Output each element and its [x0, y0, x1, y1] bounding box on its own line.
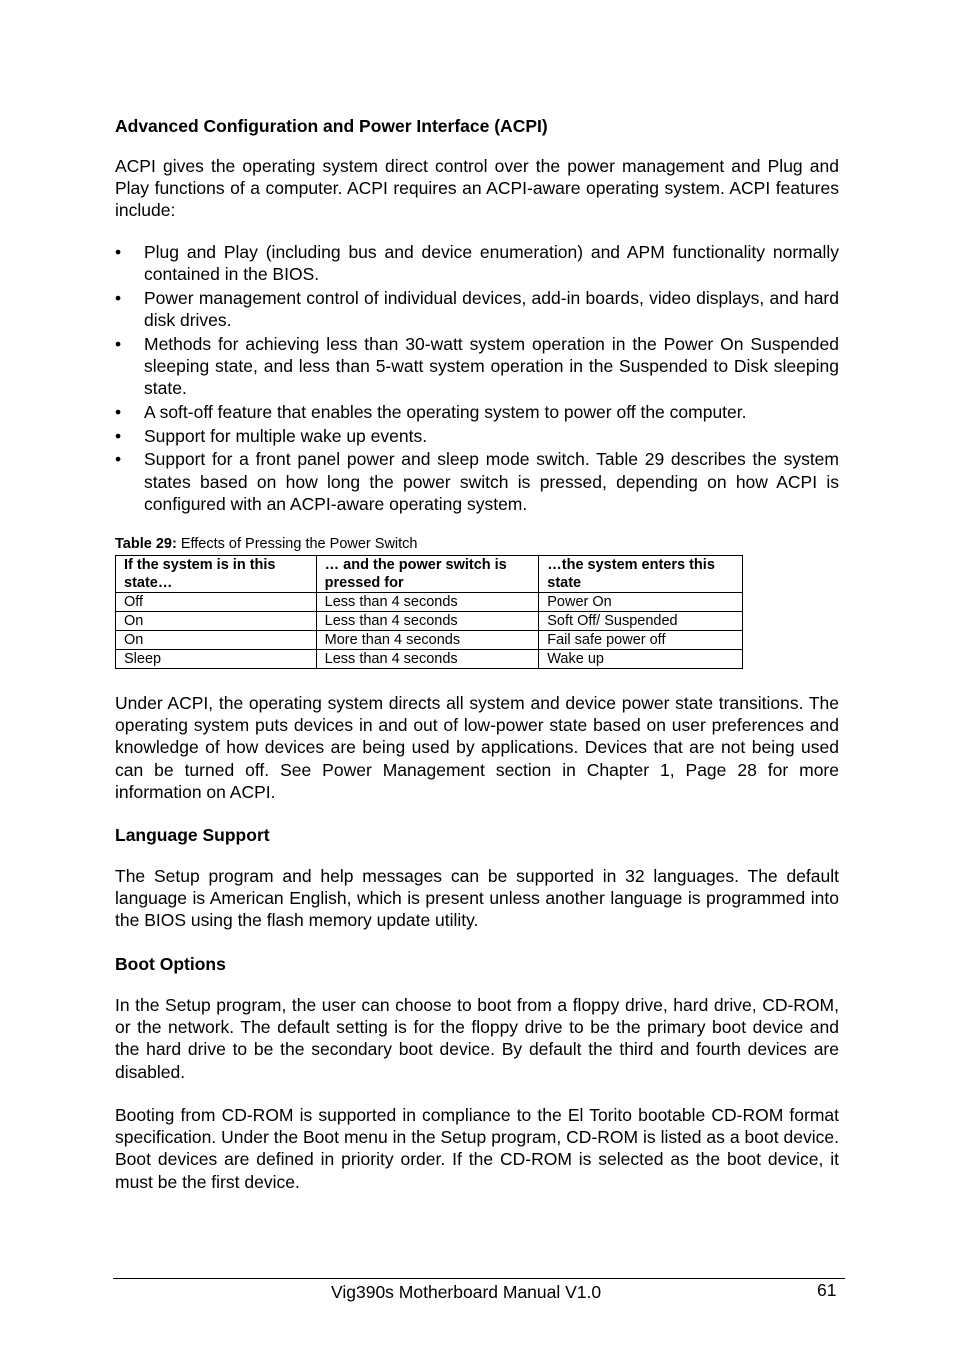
table-cell: Off — [116, 593, 317, 612]
list-item — [115, 333, 839, 400]
boot-options-paragraph-2: Booting from CD-ROM is supported in compliance to the El Torito bootable CD-ROM format specification. Under the Boot menu in the Setup program, CD-ROM is listed as a boot device. Boot devices are defined in priority order. If the CD-ROM is selected as the boot device, it must be the first device. — [115, 1105, 839, 1192]
table-cell: Soft Off/ Suspended — [539, 612, 743, 631]
table-row — [116, 612, 743, 631]
bullet-icon: • — [115, 401, 122, 422]
acpi-intro-paragraph: ACPI gives the operating system direct control over the power management and Plug and Play functions of a computer. ACPI requires an ACPI-aware operating system. ACPI features include: — [115, 156, 839, 221]
language-support-paragraph: The Setup program and help messages can be supported in 32 languages. The default language is American English, which is present unless another language is programmed into the BIOS using the flash memory update utility. — [115, 866, 839, 931]
bullet-icon: • — [115, 287, 122, 308]
list-item — [115, 448, 839, 515]
table-cell: Less than 4 seconds — [316, 650, 539, 669]
column-header: If the system is in this state… — [116, 556, 317, 593]
table-cell: Less than 4 seconds — [316, 612, 539, 631]
list-item-text: Methods for achieving less than 30-watt system operation in the Power On Suspended sleeping state, and less than 5-watt system operation in the Suspended to Disk sleeping state. — [144, 333, 839, 399]
table-cell: Less than 4 seconds — [316, 593, 539, 612]
power-switch-table — [115, 555, 743, 669]
acpi-feature-list — [115, 241, 839, 516]
table-row — [116, 593, 743, 612]
table-cell: Wake up — [539, 650, 743, 669]
list-item — [115, 241, 839, 285]
table-caption — [115, 536, 418, 552]
acpi-after-table-paragraph: Under ACPI, the operating system directs all system and device power state transitions. The operating system puts devices in and out of low-power state based on user preferences and knowledge of how devices are being used by applications. Devices that are not being used can be turned off. See Power Management section in Chapter 1, Page 28 for more information on ACPI. — [115, 693, 839, 802]
boot-options-paragraph-1: In the Setup program, the user can choose to boot from a floppy drive, hard drive, CD-ROM, or the network. The default setting is for the floppy drive to be the primary boot device and the hard drive to be the secondary boot device. By default the third and fourth devices are disabled. — [115, 995, 839, 1082]
table-row — [116, 650, 743, 669]
table-cell: Power On — [539, 593, 743, 612]
list-item-text: Plug and Play (including bus and device enumeration) and APM functionality normally contained in the BIOS. — [144, 242, 839, 285]
list-item-text: Power management control of individual devices, add-in boards, video displays, and hard disk drives. — [144, 287, 839, 331]
list-item — [115, 425, 839, 447]
list-item-text: Support for multiple wake up events. — [144, 425, 428, 446]
table-cell: Fail safe power off — [539, 631, 743, 650]
bullet-icon: • — [115, 425, 122, 446]
bullet-icon: • — [115, 242, 122, 262]
list-item-text: Support for a front panel power and sleep mode switch. Table 29 describes the system states based on how long the power switch is pressed, depending on how ACPI is configured with an ACPI-aware operating system. — [144, 449, 839, 514]
table-caption-text: Effects of Pressing the Power Switch — [180, 536, 418, 552]
acpi-heading: Advanced Configuration and Power Interface (ACPI) — [115, 116, 548, 136]
page-number: 61 — [817, 1280, 837, 1300]
boot-options-heading: Boot Options — [115, 954, 226, 974]
bullet-icon: • — [115, 449, 122, 470]
list-item-text: A soft-off feature that enables the operating system to power off the computer. — [144, 401, 747, 422]
footer-divider — [113, 1278, 845, 1279]
footer-title: Vig390s Motherboard Manual V1.0 — [331, 1282, 602, 1302]
table-cell: On — [116, 631, 317, 650]
column-header: …the system enters this state — [539, 556, 743, 593]
table-header-row — [116, 556, 743, 593]
bullet-icon: • — [115, 333, 122, 354]
table-cell: More than 4 seconds — [316, 631, 539, 650]
table-caption-label: Table 29: — [115, 536, 177, 552]
list-item — [115, 401, 839, 423]
table-row — [116, 631, 743, 650]
table-cell: Sleep — [116, 650, 317, 669]
list-item — [115, 287, 839, 331]
column-header: … and the power switch is pressed for — [316, 556, 539, 593]
table-cell: On — [116, 612, 317, 631]
language-support-heading: Language Support — [115, 825, 270, 845]
